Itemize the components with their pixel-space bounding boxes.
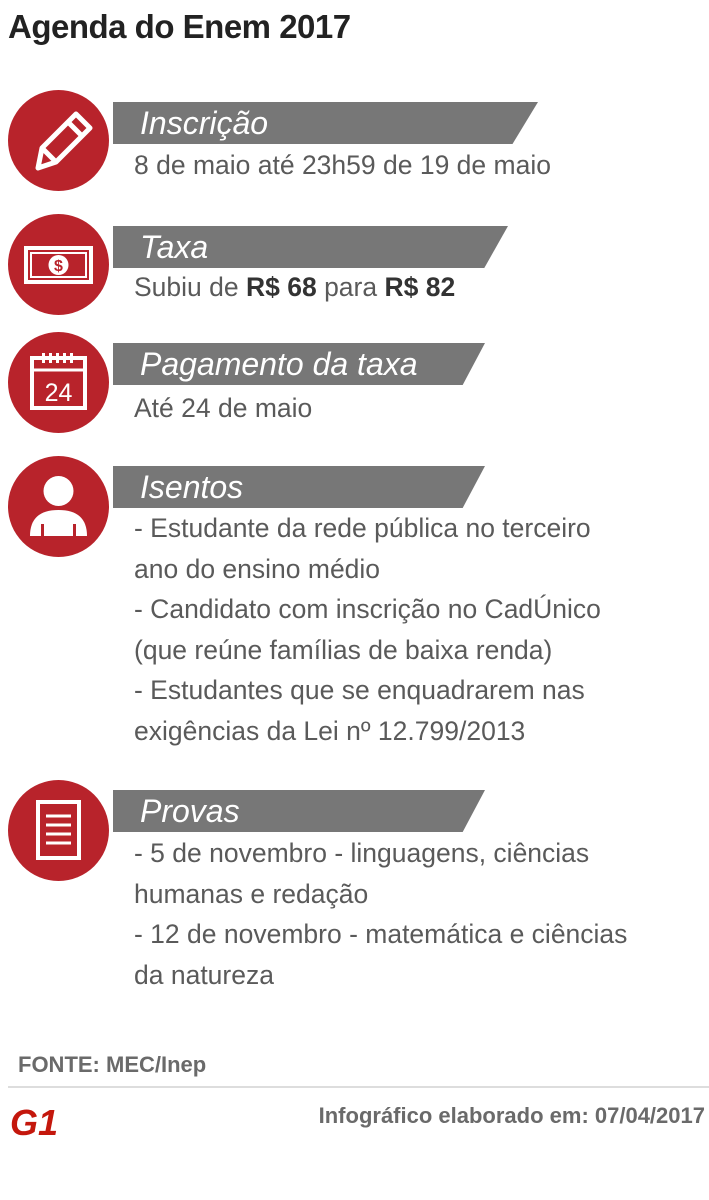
value-from: R$ 68 [245,272,317,302]
logo-text: G1 [10,1102,59,1140]
section-text [134,508,601,751]
text-line: da natureza [134,959,274,990]
value-to: R$ 82 [384,272,456,302]
text-line: - Estudantes que se enquadrarem nas [134,675,585,705]
text-line: (que reúne famílias de baixa renda) [134,634,553,665]
infographic-date: Infográfico elaborado em: 07/04/2017 [318,1103,705,1128]
text-line: - Candidato com inscrição no CadÚnico [134,594,601,624]
document-icon [8,780,109,881]
text-before: Subiu de [134,272,246,302]
text-line: exigências da Lei nº 12.799/2013 [134,715,526,746]
source-credit: FONTE: MEC/Inep [18,1052,207,1077]
text-line: - 12 de novembro - matemática e ciências [134,919,628,949]
svg-text:$: $ [54,258,63,275]
section-text: 8 de maio até 23h59 de 19 de maio [134,150,551,180]
g1-logo [8,1102,68,1140]
section-text [134,267,455,308]
money-bill-icon [8,214,109,315]
pencil-icon [8,90,109,191]
user-icon [8,456,109,557]
divider [8,1086,709,1088]
text-line: - 5 de novembro - linguagens, ciências [134,838,590,868]
section-heading: Pagamento da taxa [140,346,418,382]
text-line: ano do ensino médio [134,553,381,584]
page-title: Agenda do Enem 2017 [8,8,351,45]
calendar-icon [8,332,109,433]
section-text [134,833,627,995]
section-heading: Taxa [140,229,209,265]
section-heading: Isentos [140,469,244,505]
section-heading: Provas [140,793,240,829]
section-text: Até 24 de maio [134,393,313,423]
text-mid: para [316,272,385,302]
section-heading: Inscrição [140,105,269,141]
text-line: humanas e redação [134,878,369,909]
calendar-day: 24 [44,379,73,407]
text-line: - Estudante da rede pública no terceiro [134,513,591,543]
